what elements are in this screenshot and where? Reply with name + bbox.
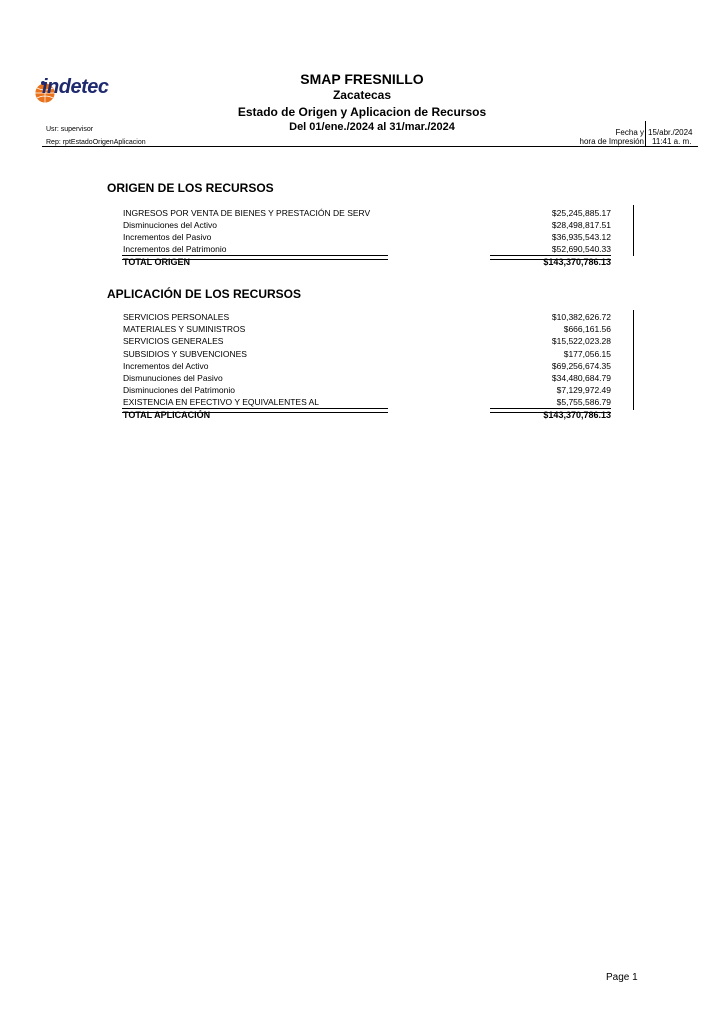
origen-section-title: ORIGEN DE LOS RECURSOS — [107, 181, 274, 195]
page-number: Page 1 — [606, 972, 638, 983]
organization-title: SMAP FRESNILLO — [300, 71, 424, 87]
table-row — [123, 361, 611, 373]
report-title: Estado de Origen y Aplicacion de Recursos — [237, 105, 487, 119]
row-label: Incrementos del Pasivo — [123, 232, 212, 242]
total-label: TOTAL ORIGEN — [123, 257, 191, 267]
row-amount: $34,480,684.79 — [551, 373, 611, 383]
report-id-label: Rep: rptEstadoOrigenAplicacion — [46, 139, 146, 146]
table-row — [123, 324, 611, 336]
row-label: INGRESOS POR VENTA DE BIENES Y PRESTACIÓN DE SERV — [123, 208, 371, 218]
row-label: MATERIALES Y SUMINISTROS — [123, 324, 246, 334]
report-period: Del 01/ene./2024 al 31/mar./2024 — [289, 121, 455, 133]
table-row — [123, 220, 611, 232]
print-time-label: hora de Impresión — [579, 137, 644, 146]
logo-text: indetec — [42, 76, 109, 98]
row-label: Disminuciones del Activo — [123, 220, 218, 230]
print-time-value: 11:41 a. m. — [652, 137, 692, 146]
state-subtitle: Zacatecas — [332, 88, 392, 102]
user-label: Usr: supervisor — [46, 126, 94, 133]
table-row — [123, 349, 611, 361]
table-row — [123, 312, 611, 324]
table-row — [123, 385, 611, 397]
total-amount: $143,370,786.13 — [543, 257, 611, 267]
row-amount: $52,690,540.33 — [551, 244, 611, 254]
row-amount: $666,161.56 — [563, 324, 611, 334]
row-label: Disminuciones del Patrimonio — [123, 385, 235, 395]
row-amount: $28,498,817.51 — [551, 220, 611, 230]
row-label: SERVICIOS GENERALES — [123, 336, 224, 346]
row-amount: $36,935,543.12 — [551, 232, 611, 242]
header-separator — [645, 121, 646, 146]
total-amount: $143,370,786.13 — [543, 410, 611, 420]
row-label: Incrementos del Activo — [123, 361, 209, 371]
row-amount: $177,056.15 — [563, 349, 611, 359]
row-label: SUBSIDIOS Y SUBVENCIONES — [123, 349, 247, 359]
header-divider — [42, 146, 698, 147]
table-row — [123, 208, 611, 220]
table-row — [123, 373, 611, 385]
row-label: SERVICIOS PERSONALES — [123, 312, 230, 322]
row-label: Incrementos del Patrimonio — [123, 244, 227, 254]
row-amount: $7,129,972.49 — [556, 385, 611, 395]
print-date-value: 15/abr./2024 — [648, 128, 693, 137]
aplicacion-total-row — [123, 410, 611, 422]
table-row — [123, 336, 611, 348]
row-amount: $5,755,586.79 — [556, 397, 611, 407]
row-amount: $69,256,674.35 — [551, 361, 611, 371]
aplicacion-column-line — [633, 310, 634, 410]
aplicacion-section-title: APLICACIÓN DE LOS RECURSOS — [107, 287, 302, 301]
row-amount: $10,382,626.72 — [551, 312, 611, 322]
print-date-label: Fecha y — [615, 128, 644, 137]
origen-column-line — [633, 205, 634, 256]
total-label: TOTAL APLICACIÓN — [123, 410, 211, 420]
row-amount: $25,245,885.17 — [551, 208, 611, 218]
row-amount: $15,522,023.28 — [551, 336, 611, 346]
row-label: EXISTENCIA EN EFECTIVO Y EQUIVALENTES AL — [123, 397, 320, 407]
table-row — [123, 232, 611, 244]
origen-total-row — [123, 257, 611, 269]
row-label: Dismunuciones del Pasivo — [123, 373, 223, 383]
